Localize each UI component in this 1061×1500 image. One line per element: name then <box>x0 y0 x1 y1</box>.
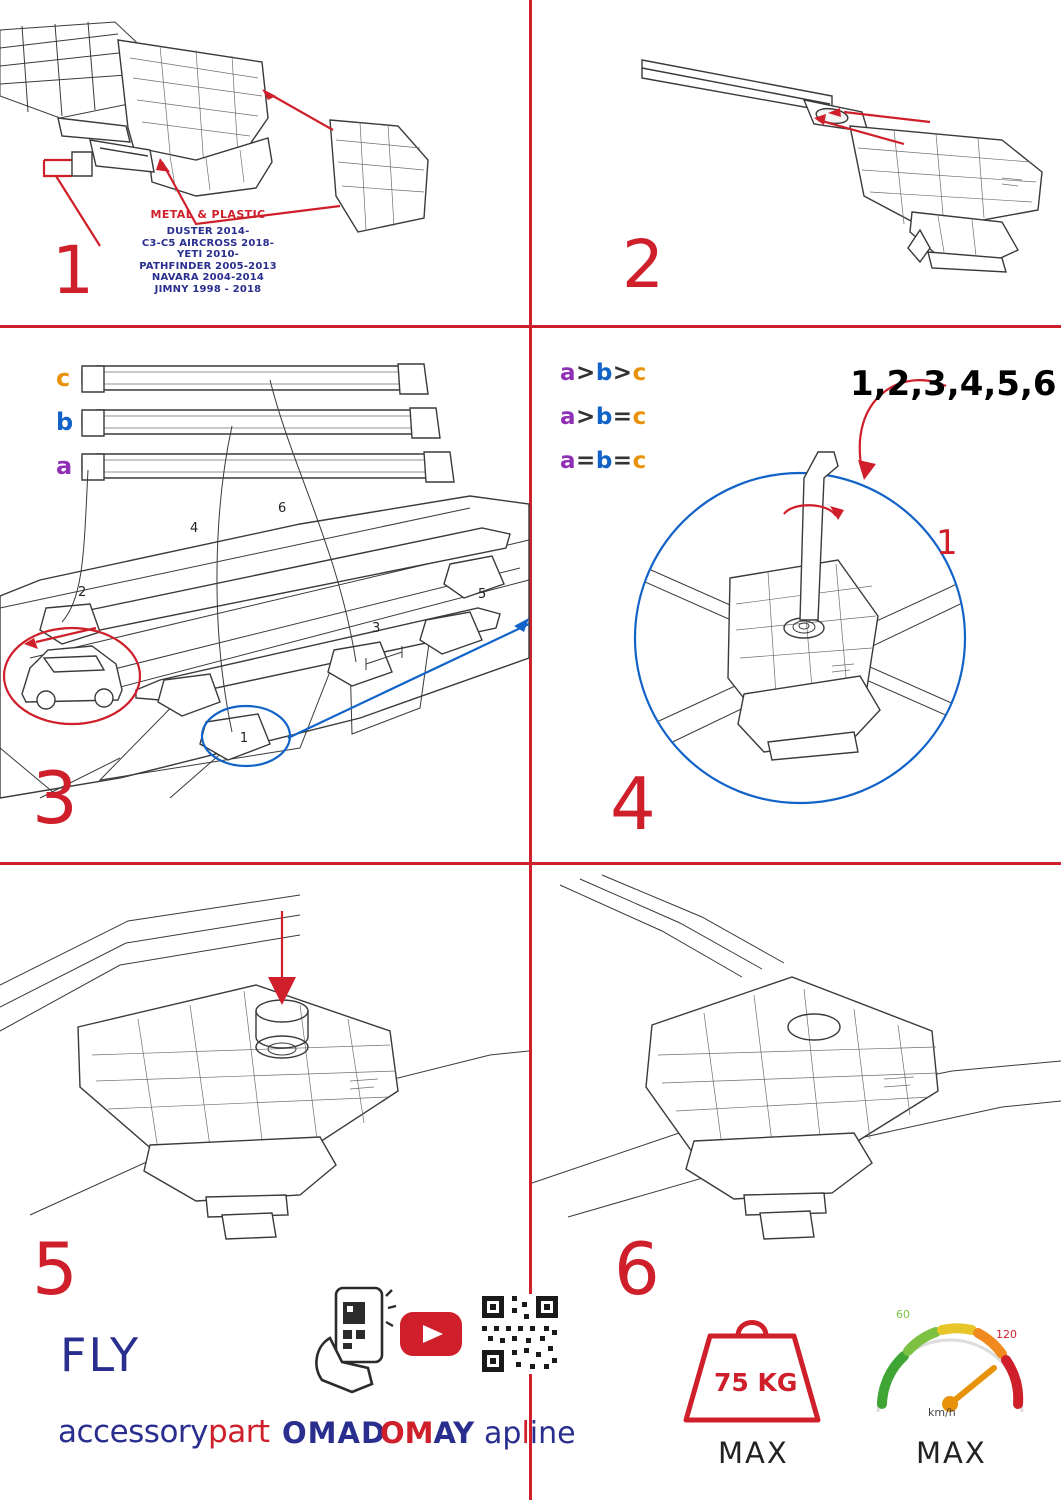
brand-omay-om: OM <box>380 1416 434 1450</box>
equation-term-b: b <box>595 404 613 430</box>
detail-callout-number: 1 <box>936 523 958 563</box>
brand-omad: OMAD <box>282 1416 387 1450</box>
vehicle-list-item: JIMNY 1998 - 2018 <box>154 283 262 295</box>
step-number-1: 1 <box>52 232 92 309</box>
step-number-5: 5 <box>32 1227 76 1311</box>
equation-term-a: a <box>560 404 577 430</box>
gauge-min-label: 60 <box>896 1308 910 1321</box>
speed-max-label: MAX <box>916 1436 987 1470</box>
step-3-illustration <box>0 328 529 862</box>
brand-omay-ay: AY <box>433 1416 475 1450</box>
equation-term-c: c <box>632 360 647 386</box>
equation-term-b: b <box>595 448 613 474</box>
brand-accessory-text: accessory <box>58 1414 209 1450</box>
svg-text:1: 1 <box>239 731 249 746</box>
brand-part-text: part <box>208 1414 270 1450</box>
svg-text:5: 5 <box>478 587 487 602</box>
weight-max-label: MAX <box>718 1436 789 1470</box>
metal-plastic-note: METAL & PLASTIC <box>150 208 266 221</box>
vehicle-list-item: DUSTER 2014- <box>166 226 250 237</box>
vehicle-list-item: YETI 2010- <box>176 249 240 260</box>
footer-limits <box>529 1280 1061 1500</box>
equation-op: > <box>576 404 596 430</box>
equation-term-b: b <box>595 360 613 386</box>
brand-omay <box>380 1416 474 1450</box>
gauge-max-label: 120 <box>996 1328 1017 1341</box>
panel-step-1 <box>0 0 529 325</box>
equation-term-a: a <box>560 360 577 386</box>
svg-text:3: 3 <box>372 621 381 636</box>
equation-op: > <box>612 360 633 386</box>
vehicle-list-item: PATHFINDER 2005-2013 <box>139 260 277 272</box>
svg-text:2: 2 <box>78 585 87 600</box>
equation-term-a: a <box>560 448 577 474</box>
panel-step-5 <box>0 865 529 1311</box>
vehicle-list-item: NAVARA 2004-2014 <box>151 272 265 283</box>
youtube-icon <box>400 1312 462 1356</box>
bar-label-b: b <box>56 408 74 436</box>
step-2-illustration <box>532 0 1061 325</box>
speed-unit-label: km/h <box>928 1406 956 1419</box>
panel-step-3 <box>0 328 647 862</box>
panel-step-6 <box>532 865 1061 1311</box>
bar-label-a: a <box>56 452 73 480</box>
brand-fly: FLY <box>60 1328 141 1382</box>
equation-op: > <box>576 360 596 386</box>
footer-brands <box>0 1280 576 1500</box>
equation-term-c: c <box>632 404 647 430</box>
brand-apline-l: l <box>521 1416 530 1451</box>
step-number-3: 3 <box>32 756 76 840</box>
bar-label-c: c <box>56 364 71 392</box>
tighten-order-label: 1,2,3,4,5,6 <box>850 364 1057 404</box>
svg-text:4: 4 <box>190 521 199 536</box>
equation-op: = <box>612 448 633 474</box>
brand-apline-ap: ap <box>484 1416 522 1451</box>
step-number-2: 2 <box>622 226 662 303</box>
step-number-6: 6 <box>614 1227 658 1311</box>
weight-limit-value: 75 KG <box>714 1368 798 1397</box>
brand-accessorypart <box>58 1414 270 1450</box>
equation-term-c: c <box>632 448 647 474</box>
step-5-illustration <box>0 865 529 1265</box>
brand-apline-ine: ine <box>529 1416 576 1451</box>
svg-text:6: 6 <box>278 501 287 516</box>
step-number-4: 4 <box>610 762 654 846</box>
vehicle-list-item: C3-C5 AIRCROSS 2018- <box>141 237 275 249</box>
footer-icons <box>0 1280 529 1500</box>
qr-scan-hand-icon <box>316 1288 396 1392</box>
vehicle-list <box>108 226 308 295</box>
panel-step-4 <box>532 328 1061 862</box>
equation-op: = <box>576 448 596 474</box>
panel-step-2 <box>532 0 1061 325</box>
equation-op: = <box>612 404 633 430</box>
step-6-illustration <box>532 865 1061 1265</box>
